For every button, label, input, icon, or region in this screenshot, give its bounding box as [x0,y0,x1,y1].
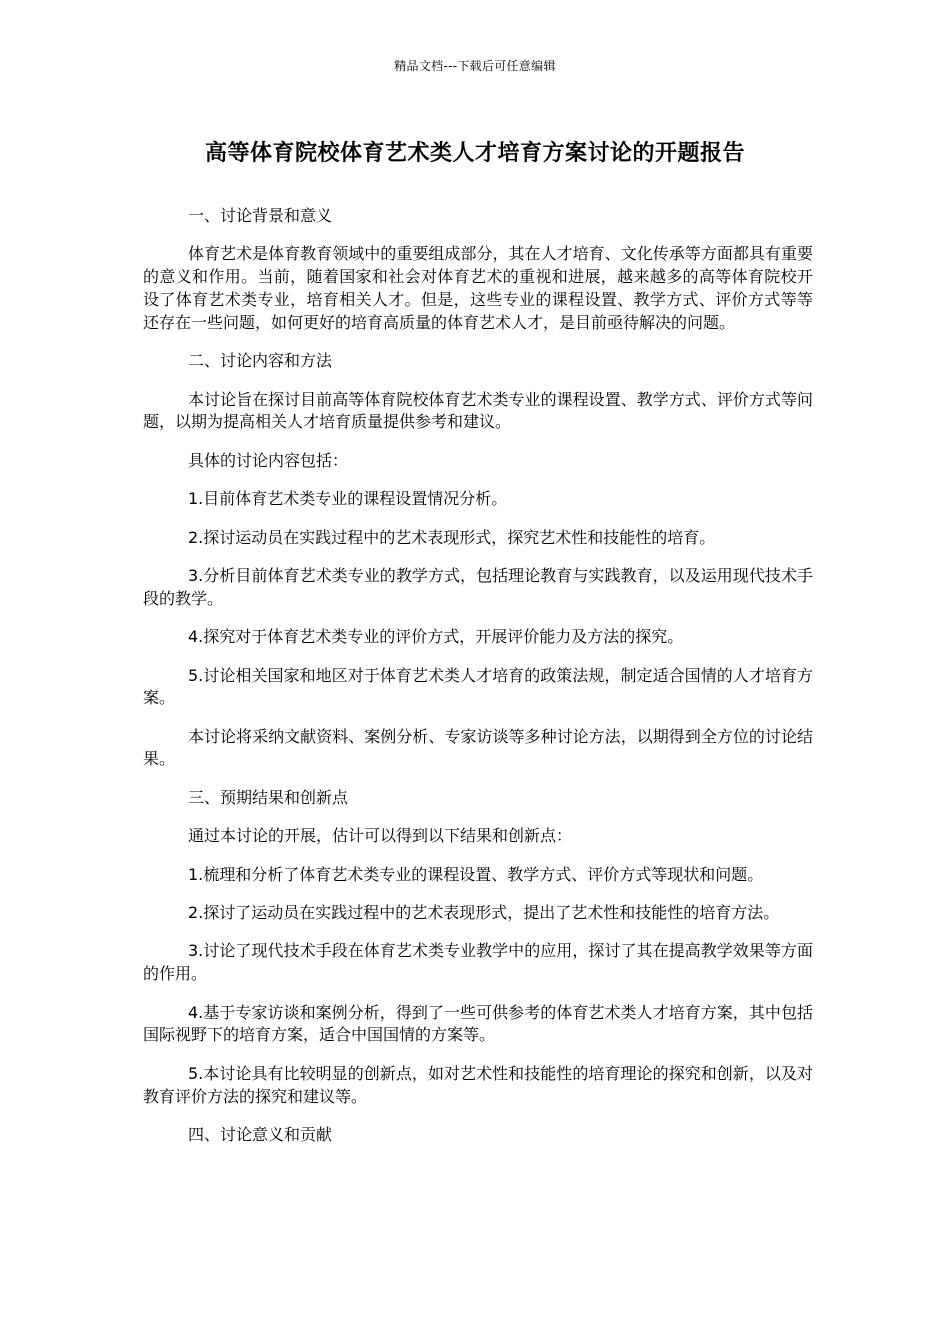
section-heading: 四、讨论意义和贡献 [188,1125,333,1144]
paragraph: 本讨论旨在探讨目前高等体育院校体育艺术类专业的课程设置、教学方式、评价方式等问题，以期为提高相关人才培育质量提供参考和建议。 [143,389,813,432]
document-body [143,205,813,1162]
section-heading: 一、讨论背景和意义 [188,206,333,225]
paragraph: 本讨论将采纳文献资料、案例分析、专家访谈等多种讨论方法，以期得到全方位的讨论结果。 [143,726,813,769]
list-item: 1.目前体育艺术类专业的课程设置情况分析。 [188,489,508,509]
list-item: 2.探讨运动员在实践过程中的艺术表现形式，探究艺术性和技能性的培育。 [188,527,716,547]
document-title: 高等体育院校体育艺术类人才培育方案讨论的开题报告 [204,141,745,166]
list-item: 4.基于专家访谈和案例分析，得到了一些可供参考的体育艺术类人才培育方案，其中包括国际视野下的培育方案，适合中国国情的方案等。 [143,1002,813,1045]
paragraph: 通过本讨论的开展，估计可以得到以下结果和创新点： [188,826,573,846]
section-heading: 二、讨论内容和方法 [188,351,333,371]
paragraph: 具体的讨论内容包括： [188,450,349,470]
list-item: 4.探究对于体育艺术类专业的评价方式，开展评价能力及方法的探究。 [188,627,684,647]
section-heading: 三、预期结果和创新点 [188,787,349,807]
paragraph: 体育艺术是体育教育领域中的重要组成部分，其在人才培育、文化传承等方面都具有重要的意义和作用。当前，随着国家和社会对体育艺术的重视和进展，越来越多的高等体育院校开设了体育艺术类专业，培育相关人才。但是，这些专业的课程设置、教学方式、评价方式等等还存在一些问题，如何更好的培育高质量的体育艺术人才，是目前亟待解决的问题。 [143,244,813,332]
list-item: 2.探讨了运动员在实践过程中的艺术表现形式，提出了艺术性和技能性的培育方法。 [188,903,780,923]
list-item: 5.讨论相关国家和地区对于体育艺术类人才培育的政策法规，制定适合国情的人才培育方案。 [143,665,813,708]
list-item: 1.梳理和分析了体育艺术类专业的课程设置、教学方式、评价方式等现状和问题。 [188,864,764,884]
list-item: 3.讨论了现代技术手段在体育艺术类专业教学中的应用，探讨了其在提高教学效果等方面的作用。 [143,941,813,984]
page-header: 精品文档---下载后可任意编辑 [394,59,556,73]
list-item: 3.分析目前体育艺术类专业的教学方式，包括理论教育与实践教育，以及运用现代技术手段的教学。 [143,565,813,608]
list-item: 5.本讨论具有比较明显的创新点，如对艺术性和技能性的培育理论的探究和创新，以及对教育评价方法的探究和建议等。 [143,1063,813,1106]
